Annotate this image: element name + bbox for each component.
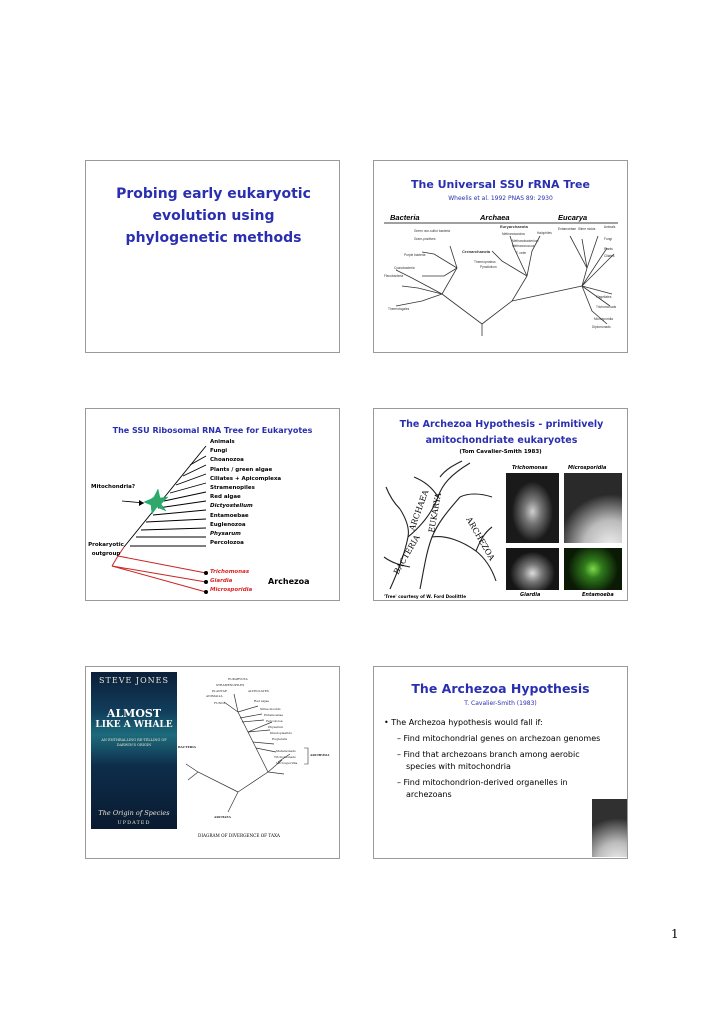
taxon-label: Stramenopiles [210, 485, 255, 492]
outgroup-label: Prokaryotic outgroup [88, 542, 124, 558]
taxon-label: Animals [210, 439, 235, 445]
taxon-label: Plants / green algae [210, 466, 273, 473]
tree-label: Percolozoa [266, 719, 283, 723]
sub-bullet: – Find mitochondrial genes on archezoan genomes [397, 734, 601, 743]
tree-label: FUNGI [214, 701, 225, 705]
slide-title: The SSU Ribosomal RNA Tree for Eukaryotes [112, 426, 313, 435]
taxon-label: T. celer [516, 251, 527, 255]
microsporidia-photo [564, 473, 622, 543]
taxon-label: Thermotogales [388, 307, 410, 311]
bullet-main: • The Archezoa hypothesis would fall if: [384, 718, 543, 727]
taxon-label: Euryarchaeota [500, 224, 528, 229]
tree-credit: 'Tree' courtesy of W. Ford Doolittle [384, 594, 467, 599]
book-author: STEVE JONES [99, 676, 169, 685]
slide-title: The Archezoa Hypothesis - primitively amitochondriate eukaryotes [399, 419, 604, 446]
taxon-label: Diplomonads [592, 325, 611, 329]
taxon-label: Percolozoa [210, 540, 244, 547]
page-number: 1 [671, 927, 679, 941]
slide-1 [85, 160, 340, 353]
book-blurb: AN ENTHRALLING RE-TELLING OF DARWIN'S ORIGIN [101, 738, 167, 747]
taxon-label: Animals [604, 225, 616, 229]
slide-3 [85, 408, 340, 601]
taxon-label: Fungi [604, 237, 612, 241]
book-updated: UPDATED [117, 820, 151, 826]
tree-label: ANIMALIA [206, 694, 223, 698]
taxon-label: Giardia [210, 578, 233, 585]
taxon-label: Entamoebae [210, 512, 249, 519]
taxon-label: Microsporidia [210, 587, 253, 594]
tree-label: Euglenids [272, 737, 288, 741]
taxon-label: Pyrodictium [480, 265, 497, 269]
taxon-label: Methanosarcina [502, 232, 525, 236]
photo-caption: Giardia [520, 592, 541, 598]
tree-label: BACTERIA [391, 533, 422, 576]
tree-label: Trichomonads [274, 755, 296, 759]
taxon-label: Trichomonas [210, 569, 250, 575]
domain-label-archaea: Archaea [480, 213, 510, 222]
tree-label: ALVEOLATES [248, 689, 269, 693]
book-title-line2: LIKE A WHALE [95, 720, 173, 730]
slide-subtitle: (Tom Cavalier-Smith 1983) [459, 449, 542, 455]
tree-label: EUKARYOTA [228, 677, 248, 681]
taxon-label: Gram-positives [414, 237, 436, 241]
tree-label: Metamonads [276, 749, 296, 753]
tree-label: ARCHEZOA [464, 515, 497, 563]
taxon-label: Entamoebae [558, 227, 577, 231]
archezoa-tree-drawing [380, 457, 502, 592]
taxon-label: Crenarchaeota [462, 249, 491, 254]
sub-bullet: – Find mitochondrion-derived organelles in archezoans [397, 778, 568, 799]
tree-label: PLANTAE [212, 689, 227, 693]
tree-label: Physarum [268, 725, 284, 729]
universal-tree-figure [382, 206, 622, 346]
taxon-label: Trichomonads [596, 305, 617, 309]
tree-label: EUKARYA [427, 492, 443, 534]
domain-label-bacteria: Bacteria [390, 213, 420, 222]
trichomonas-photo [506, 473, 559, 543]
sub-bullet: – Find that archezoans branch among aerobic species with mitochondria [397, 750, 580, 771]
slide-subtitle: Wheelis et al. 1992 PNAS 89: 2930 [448, 195, 553, 202]
tree-label: ARCHAEA [214, 815, 231, 819]
domain-label-eucarya: Eucarya [558, 213, 588, 222]
taxon-label: Choanozoa [210, 457, 244, 464]
photo-caption: Microsporidia [568, 465, 607, 471]
mitochondria-label: Mitochondria? [91, 484, 136, 490]
tree-label: Kinetoplastids [270, 731, 292, 735]
taxon-label: Halophiles [537, 231, 552, 235]
taxon-label: Flagellates [596, 295, 612, 299]
tree-label: Entamoebae [264, 713, 284, 717]
photo-caption: Entamoeba [582, 592, 614, 598]
taxon-label: Fungi [210, 448, 228, 455]
tree-label: Slime moulds [260, 707, 281, 711]
slide-title: Probing early eukaryotic evolution using phylogenetic methods [116, 186, 311, 246]
taxon-label: Methanococcus [512, 244, 535, 248]
slide-5 [85, 666, 340, 859]
tree-branches [396, 236, 617, 336]
tree-label: BACTERIA [178, 745, 196, 749]
taxon-label: Cyanobacteria [394, 266, 415, 270]
giardia-photo [506, 548, 559, 590]
taxon-label: Purple bacteria [404, 253, 426, 257]
book-cover-image [91, 672, 177, 829]
slide-2 [373, 160, 628, 353]
taxon-label: Flavobacteria [384, 274, 404, 278]
tree-label: ARCHAEA [407, 488, 431, 532]
microsporidia-photo [592, 799, 628, 857]
taxon-label: Red algae [210, 494, 241, 501]
entamoeba-photo [564, 548, 622, 590]
taxon-label: Plants [604, 247, 613, 251]
bullet-list [384, 717, 619, 801]
taxon-label: Microsporidia [594, 317, 613, 321]
tree-label: ARCHEZOA [310, 753, 330, 757]
archezoa-taxa-list [210, 568, 252, 596]
slide-subtitle: T. Cavalier-Smith (1983) [464, 700, 537, 707]
book-title-line1: ALMOST [106, 707, 162, 720]
taxon-label: Ciliates [604, 254, 615, 258]
taxon-label: Physarum [210, 531, 241, 538]
taxon-label: Ciliates + Apicomplexa [210, 475, 282, 482]
taxon-label: Methanobacterium [512, 239, 539, 243]
taxon-label: Euglenozoa [210, 521, 246, 528]
photo-caption: Trichomonas [512, 465, 548, 471]
taxon-label: Thermoproteus [474, 260, 496, 264]
tree-label: Microsporidia [276, 761, 298, 765]
divergence-tree-figure [178, 672, 338, 822]
tree-label: STRAMENOPILES [216, 683, 245, 687]
figure-caption: DIAGRAM OF DIVERGENCE OF TAXA [198, 833, 280, 838]
archezoa-label: Archezoa [268, 577, 310, 586]
slide-title: The Universal SSU rRNA Tree [411, 178, 590, 191]
slide-4 [373, 408, 628, 601]
slide-title: The Archezoa Hypothesis [411, 681, 590, 696]
mitochondrion-burst-icon [144, 489, 168, 514]
taxon-label: Slime molds [578, 227, 596, 231]
taxa-list [210, 438, 281, 548]
slide-6 [373, 666, 628, 859]
taxon-label: Green non-sulfur bacteria [414, 229, 451, 233]
book-subtitle: The Origin of Species [98, 809, 170, 817]
tree-label: Red algae [254, 699, 270, 703]
taxon-label: Dictyostelium [210, 503, 253, 510]
